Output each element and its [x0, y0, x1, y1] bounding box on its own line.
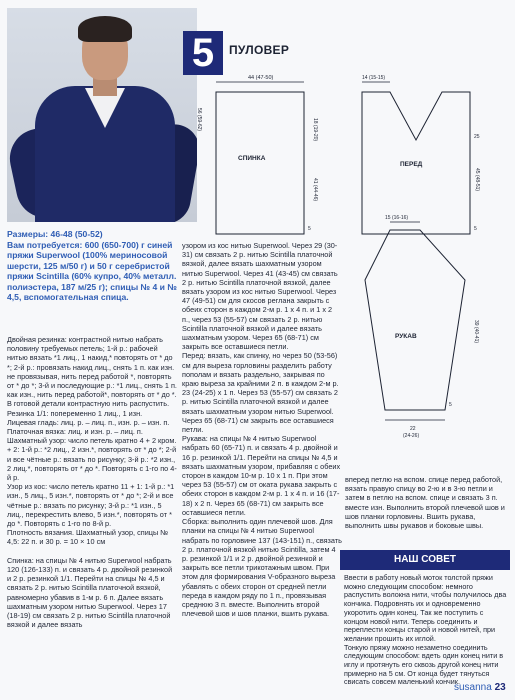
dim-sleeve-length: 39 (40-41)	[473, 320, 479, 344]
photo-hair	[78, 16, 132, 42]
pattern-title: ПУЛОВЕР	[229, 43, 290, 57]
footer-page-number: 23	[494, 682, 506, 693]
dim-rib-back: 5	[308, 226, 311, 232]
back-piece	[216, 92, 304, 234]
back-label: СПИНКА	[238, 155, 266, 162]
materials-line: Вам потребуется: 600 (650-700) г синей пряжи Superwool (100% мериносовой шерсти, 125 м/50 г) и 50 г серебристой пряжи Scintilla (60% купро, 40% металл. полиэстера, 187 м/25 г); спицы № 4 и № 4,5, вспомогательная спица.	[7, 239, 177, 302]
dim-front-body: 45 (48-51)	[474, 168, 480, 192]
sleeve-piece	[365, 230, 465, 410]
model-photo	[7, 8, 197, 222]
page-footer	[454, 682, 506, 693]
dim-rib-front: 5	[474, 226, 477, 232]
front-label: ПЕРЕД	[400, 161, 423, 168]
dim-front-neck: 25	[474, 134, 480, 140]
dim-sleeve-top: 15 (16-16)	[385, 215, 409, 221]
schematic-sleeve	[345, 210, 510, 472]
sizes-line: Размеры: 46-48 (50-52)	[7, 229, 103, 239]
tip-heading: НАШ СОВЕТ	[340, 550, 510, 570]
dim-left-side: 56 (59-62)	[196, 108, 202, 132]
dim-sleeve-bottom: 22	[410, 426, 416, 432]
dim-back-body: 41 (44-46)	[312, 178, 318, 202]
sleeve-label: РУКАВ	[395, 333, 417, 340]
instructions-col1: Двойная резинка: контрастной нитью набрать половину требуемых петель; 1-й р.: рабочей нитью вязать *1 лиц., 1 накид,* повторять от * до *; 2-й р.: провязать накид лиц., снять 1 п. как изн. не провязывая, нить перед работой *, повторять от * до *; 3-й и последующие р.: *1 лиц., снять 1 п. как изн., нить перед работой*, повторять от * до *. В готовой детали контрастную нить распустить. Резинка 1/1: попеременно 1 лиц., 1 изн. Лицевая гладь: лиц. р. – лиц. п., изн. р. – изн. п. Платочная вязка: лиц. и изн. р. – лиц. п. Шахматный узор: число петель кратно 4 + 2 кром. + 2: 1-й р.: *2 лиц., 2 изн.*, повторять от * до *; 2-й и все чётные р.: вязать по рисунку; 3-й р.: *2 изн., 2 лиц.*, повторять от * до *. Повторять с 1-го по 4-й р. Узор из кос: число петель кратно 11 + 1: 1-й р.: *1 изн., 5 лиц., 5 изн.*, повторять от * до *; 2-й и все чётные р.: вязать по рисунку; 3-й р.: *1 изн., 5 лиц., перекрестить влево, 5 изн.*, повторять от * до *. Повторять с 1-го по 8-й р. Плотность вязания. Шахматный узор, спицы № 4,5: 22 п. и 30 р. = 10 × 10 см Спинка: на спицы № 4 нитью Superwool набрать 120 (126-133) п. и связать 4 р. двойной резинкой и 2 р. резинкой 1/1. Перейти на спицы № 4,5 и связать 2 р. нитью Scintilla платочной вязкой, равномерно убавив в 1-м р. 6 п. Далее вязать шахматным узором нитью Superwool. Через 17 (18-19) см связать 2 р. нитью Scintilla платочной вязкой и далее вязать	[7, 335, 177, 630]
dim-sleeve-rib: 5	[449, 402, 452, 408]
dim-sleeve-bottom-alt: (24-26)	[403, 433, 420, 439]
dim-top-width: 44 (47-50)	[248, 75, 274, 81]
sizes-materials	[7, 229, 177, 303]
instructions-col3: вперед петлю на вспом. спице перед работой, вязать правую спицу во 2-ю и в 3-ю петли и затем в петлю на вспом. спице и связать 3 п. вместе изн. Выполнить второй плечевой шов и шов планки горловины. Вшить рукава, выполнить швы рукавов и боковые швы.	[345, 475, 505, 531]
instructions-col2: узором из кос нитью Superwool. Через 29 (30-31) см связать 2 р. нитью Scintilla платочной вязкой, далее вязать шахматным узором нитью Superwool. Через 41 (43-45) см связать 2 р. нитью Scintilla платочной вязкой, далее вязать узором из кос нитью Superwool. Через 47 (49-51) см для скосов реглана закрыть с обеих сторон в каждом 2-м р. 1 х 4 п. и 1 х 2 п., через 53 (55-57) см связать 2 р. нитью Scintilla платочной вязкой и далее вязать шахматным узором. Через 65 (68-71) см закрыть все оставшиеся петли. Перед: вязать, как спинку, но через 50 (53-56) см для выреза горловины разделить работу пополам и вязать раздельно, закрывая по краю выреза за крайними 2 п. в каждом 2-м р. 23 (24-25) х 1 п. Через 53 (55-57) см связать 2 р. нитью Scintilla платочной вязкой и далее вязать шахматным узором нитью Superwool. Через 65 (68-71) см закрыть все оставшиеся петли. Рукава: на спицы № 4 нитью Superwool набрать 60 (65-71) п. и связать 4 р. двойной и 16 р. резинкой 1/1. Перейти на спицы № 4,5 и вязать шахматным узором, прибавляя с обеих сторон в каждом 10-м р. 10 х 1 п. При этом через 53 (55-57) см от оката рукава закрыть с обеих сторон в каждом 2-м р. 1 х 4 п. и 16 (17-18) х 2 п. Через 65 (68-71) см закрыть все оставшиеся петли. Сборка: выполнить один плечевой шов. Для планки на спицы № 4 нитью Superwool набрать по горловине 137 (143-151) п., связать 2 р. платочной вязкой нитью Scintilla, затем 4 р. резинкой 1/1 и 2 р. двойной резинкой и закрыть все петли трикотажным швом. При этом для формирования V-образного выреза убавлять с обеих сторон от средней петли переда в каждом ряду по 1 п., провязывая среднюю 3 п. вместе. Выполнить второй плечевой шов и шов планки, вшить рукава.	[182, 241, 342, 619]
tip-body: Ввести в работу новый моток толстой пряжи можно следующим способом: немного распустить волокна нити, чтобы получилось два кончика. Подровнять их и одновременно укоротить один конец. Так же поступить с концом новой нити. Теперь соединить и переплести концы старой и новой нитей, при желании прошить их иглой. Тонкую пряжу можно незаметно соединить следующим способом: вдеть один конец нити в иглу и протянуть его сквозь другой конец нити примерно на 5 см. От конца будет тянуться свисать совсем маленький кончик.	[344, 573, 507, 687]
footer-brand: susanna	[454, 682, 492, 693]
pattern-number: 5	[183, 31, 223, 75]
dim-shoulder: 14 (15-15)	[362, 75, 386, 81]
dim-back-side: 18 (19-20)	[312, 118, 318, 142]
